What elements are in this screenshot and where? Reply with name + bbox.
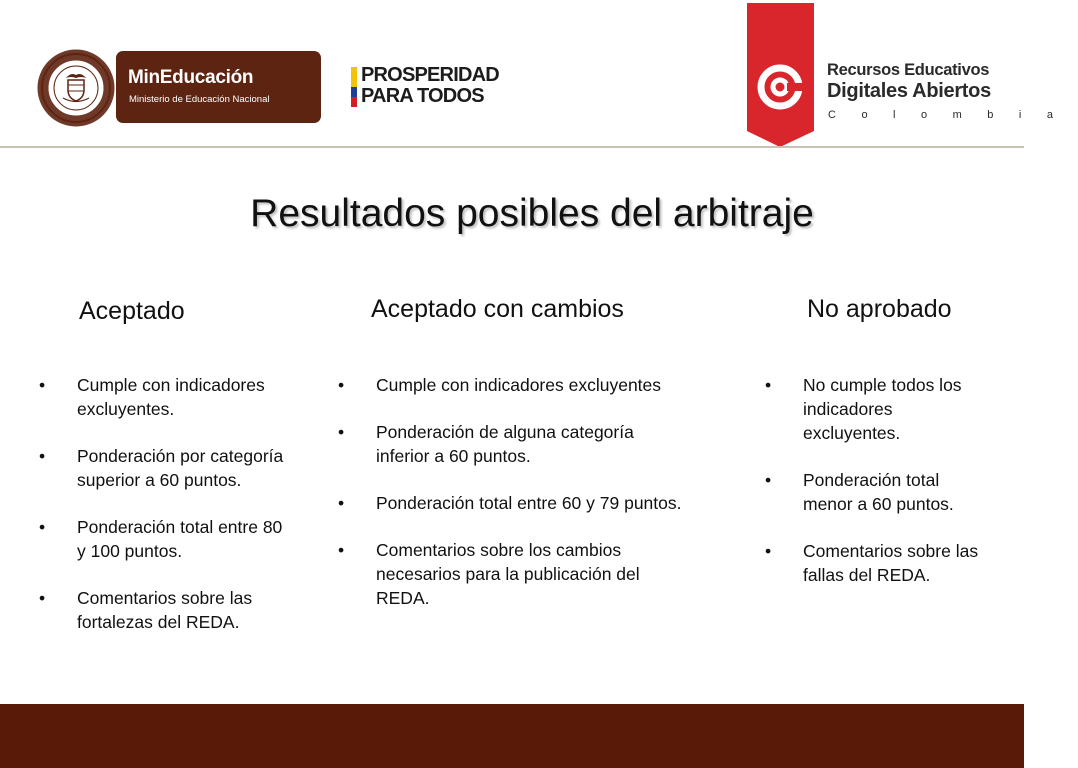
bullet-text: Ponderación de alguna categoría inferior a 60 puntos. xyxy=(376,422,634,466)
list-item xyxy=(39,444,289,492)
list-item xyxy=(338,538,683,610)
list-item xyxy=(338,420,683,468)
bullet-list-aceptado xyxy=(39,373,289,657)
bullet-text: Cumple con indicadores excluyentes xyxy=(376,375,662,395)
list-item xyxy=(39,586,289,634)
bullet-text: Comentarios sobre los cambios necesarios para la publicación del REDA. xyxy=(376,540,640,608)
bullet-text: Ponderación total menor a 60 puntos. xyxy=(803,470,954,514)
mineducacion-subtitle: Ministerio de Educación Nacional xyxy=(129,94,270,105)
column-heading-aceptado-con-cambios: Aceptado con cambios xyxy=(371,295,624,323)
bullet-text: Ponderación total entre 80 y 100 puntos. xyxy=(77,517,283,561)
mineducacion-title: MinEducación xyxy=(128,67,254,88)
column-heading-no-aprobado: No aprobado xyxy=(807,295,952,323)
bullet-list-no-aprobado xyxy=(765,373,990,610)
reda-line3: Colombia xyxy=(828,109,1078,121)
bullet-icon: • xyxy=(338,422,345,442)
bullet-icon: • xyxy=(338,493,345,513)
bullet-text: Comentarios sobre las fortalezas del REDA. xyxy=(77,588,253,632)
bullet-icon: • xyxy=(765,470,772,490)
header-divider xyxy=(0,146,1024,148)
colombia-coat-of-arms-seal xyxy=(41,53,111,123)
prosperidad-para-todos-logo xyxy=(361,65,499,107)
bullet-list-aceptado-con-cambios xyxy=(338,373,683,633)
bullet-text: Ponderación total entre 60 y 79 puntos. xyxy=(376,493,682,513)
slide-title: Resultados posibles del arbitraje xyxy=(250,192,814,235)
prosperidad-line1: PROSPERIDAD xyxy=(361,64,499,86)
mineducacion-logo xyxy=(116,51,321,123)
bullet-text: Cumple con indicadores excluyentes. xyxy=(77,375,265,419)
bullet-icon: • xyxy=(39,517,46,537)
bullet-icon: • xyxy=(338,375,345,395)
list-item xyxy=(338,373,683,397)
list-item xyxy=(39,373,289,421)
bullet-icon: • xyxy=(39,588,46,608)
bullet-icon: • xyxy=(39,446,46,466)
list-item xyxy=(338,491,683,515)
reda-line1: Recursos Educativos xyxy=(827,61,990,79)
bullet-icon: • xyxy=(39,375,46,395)
header-bar xyxy=(0,0,1078,147)
reda-logo-emblem xyxy=(747,3,814,147)
bullet-text: Comentarios sobre las fallas del REDA. xyxy=(803,541,979,585)
bullet-text: No cumple todos los indicadores excluyentes. xyxy=(803,375,962,443)
bullet-icon: • xyxy=(765,541,772,561)
colombia-flag-icon xyxy=(351,67,357,107)
list-item xyxy=(765,468,990,516)
bullet-text: Ponderación por categoría superior a 60 puntos. xyxy=(77,446,284,490)
column-heading-aceptado: Aceptado xyxy=(79,297,185,325)
list-item xyxy=(39,515,289,563)
reda-line2: Digitales Abiertos xyxy=(827,80,991,102)
bullet-icon: • xyxy=(765,375,772,395)
prosperidad-line2: PARA TODOS xyxy=(361,85,484,107)
footer-band xyxy=(0,704,1024,768)
list-item xyxy=(765,373,990,445)
list-item xyxy=(765,539,990,587)
bullet-icon: • xyxy=(338,540,345,560)
